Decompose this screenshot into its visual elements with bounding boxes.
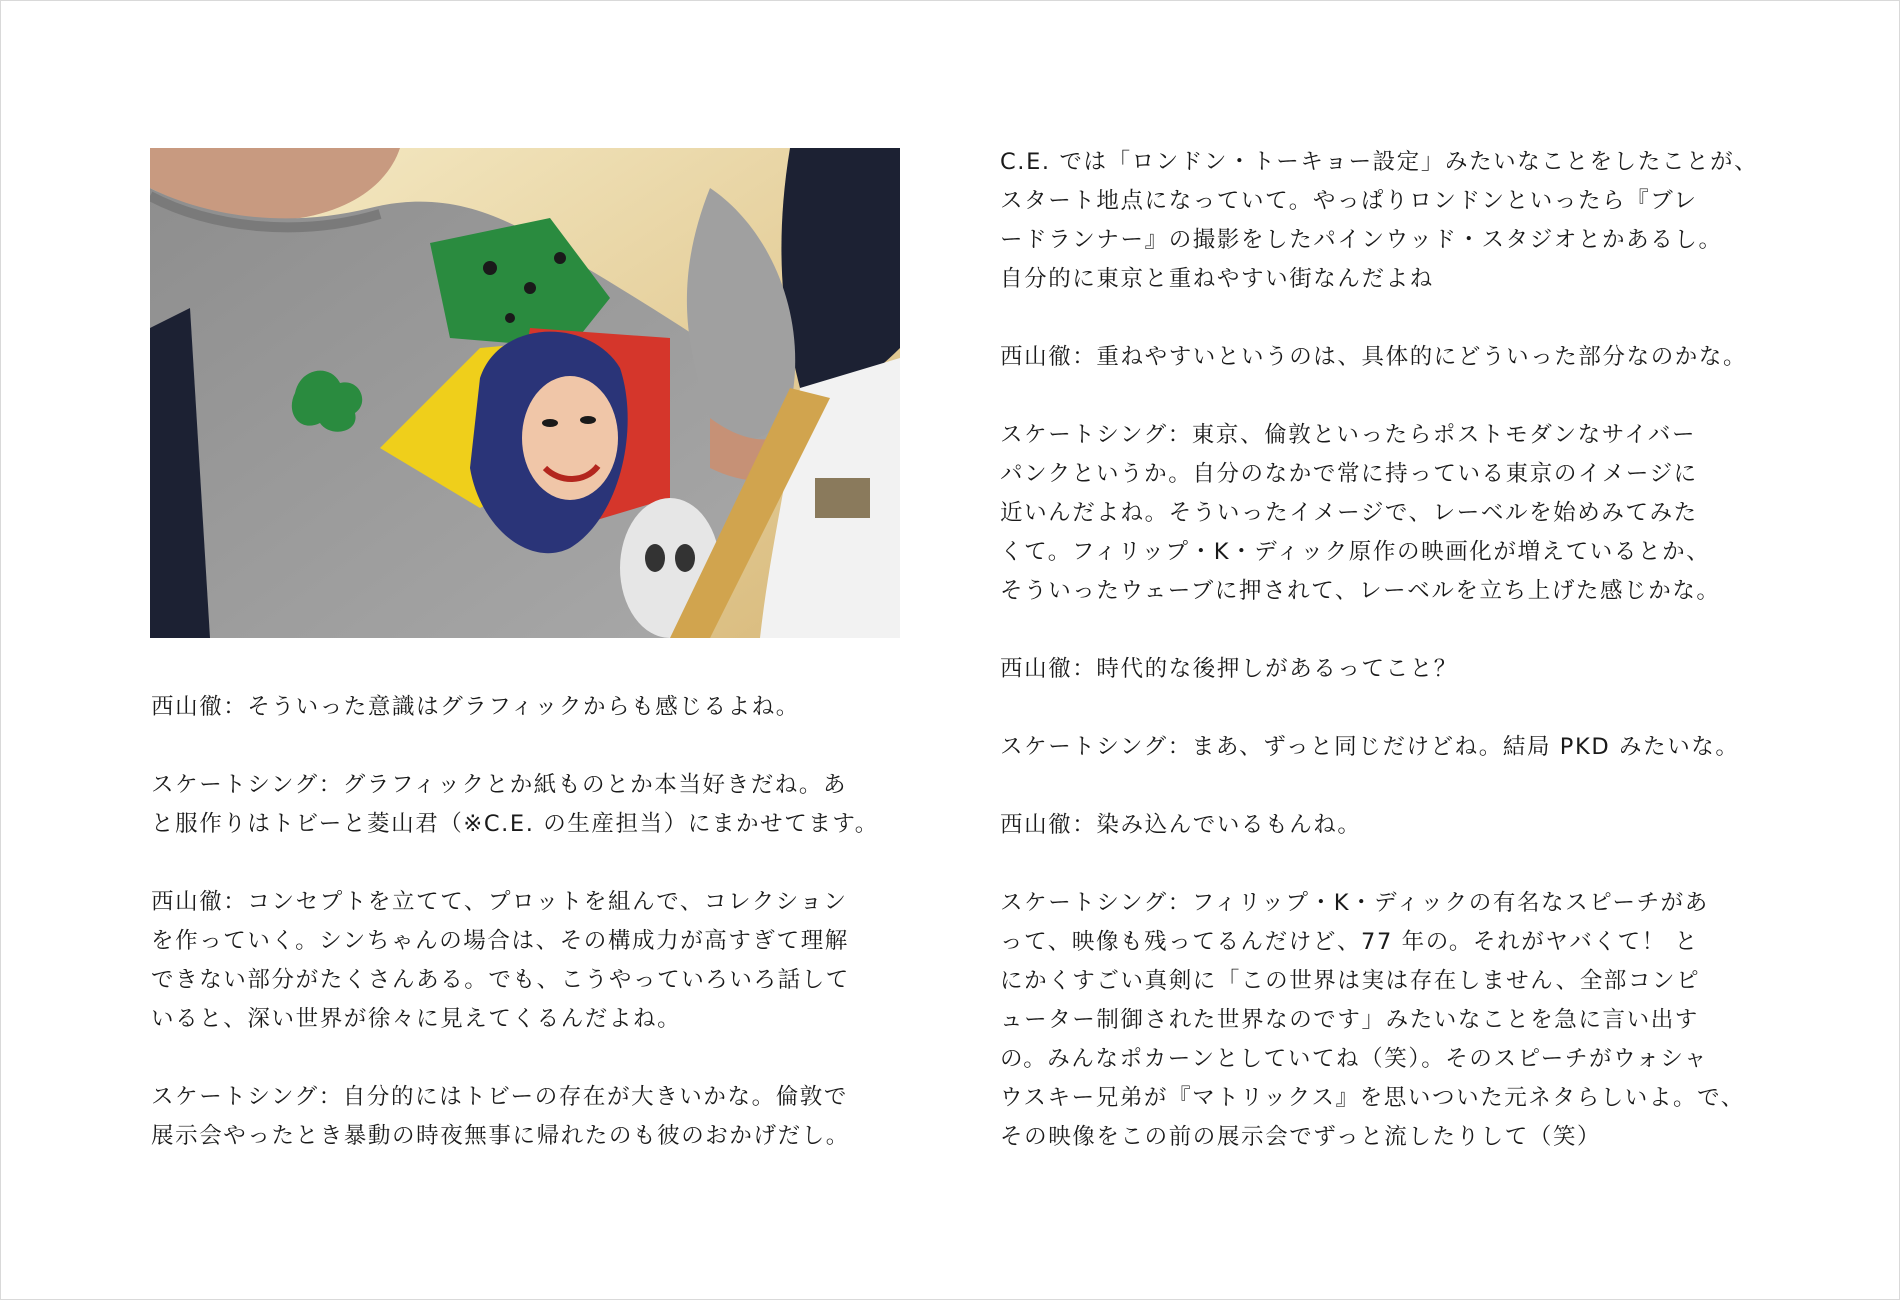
photo-illustration: [150, 148, 900, 638]
photo-dot: [524, 282, 536, 294]
photo-skull-eye: [675, 544, 695, 572]
photo: [150, 148, 900, 638]
interview-paragraph: スケートシング：グラフィックとか紙ものとか本当好きだね。あ と服作りはトビーと菱山君（※C.E. の生産担当）にまかせてます。: [151, 772, 879, 837]
photo-eye: [580, 416, 596, 424]
photo-eye: [542, 419, 558, 427]
right-text-column: [1000, 143, 1760, 1196]
interview-paragraph: スケートシング：まあ、ずっと同じだけどね。結局 PKD みたいな。: [1000, 734, 1740, 760]
photo-skull-eye: [645, 544, 665, 572]
photo-dot: [483, 261, 497, 275]
photo-dot: [554, 252, 566, 264]
interview-paragraph: 西山徹：そういった意識はグラフィックからも感じるよね。: [151, 694, 800, 720]
photo-sleeve-right: [781, 148, 900, 391]
interview-paragraph: C.E. では「ロンドン・トーキョー設定」みたいなことをしたことが、 スタート地点になっていて。やっぱりロンドンといったら『ブレ ードランナー』の撮影をしたパインウッド・スタジオとかあるし。 自分的に東京と重ねやすい街なんだよね: [1000, 149, 1759, 292]
interview-paragraph: 西山徹：時代的な後押しがあるってこと？: [1000, 656, 1458, 682]
photo-catalog-image: [815, 478, 870, 518]
left-text-column: [151, 688, 906, 1195]
interview-paragraph: スケートシング：東京、倫敦といったらポストモダンなサイバー パンクというか。自分のなかで常に持っている東京のイメージに 近いんだよね。そういったイメージで、レーベルを始めみてみた くて。フィリップ・K・ディック原作の映画化が増えているとか、 そういったウェーブに押されて、レーベルを立ち上げた感じかな。: [1000, 422, 1721, 604]
interview-paragraph: 西山徹：重ねやすいというのは、具体的にどういった部分なのかな。: [1000, 344, 1748, 370]
photo-dot: [505, 313, 515, 323]
interview-paragraph: 西山徹：染み込んでいるもんね。: [1000, 812, 1362, 838]
interview-paragraph: スケートシング：フィリップ・K・ディックの有名なスピーチがあ って、映像も残ってるんだけど、77 年の。それがヤバくて！ と にかくすごい真剣に「この世界は実は存在しません、全部コンピ ューター制御された世界なのです」みたいなことを急に言い出す の。みんなポカーンとしていてね（笑）。そのスピーチがウォシャ ウスキー兄弟が『マトリックス』を思いついた元ネタらしいよ。で、 その映像をこの前の展示会でずっと流したりして（笑）: [1000, 890, 1745, 1150]
interview-paragraph: スケートシング：自分的にはトビーの存在が大きいかな。倫敦で 展示会やったとき暴動の時夜無事に帰れたのも彼のおかげだし。: [151, 1084, 850, 1149]
interview-paragraph: 西山徹：コンセプトを立てて、プロットを組んで、コレクション を作っていく。シンちゃんの場合は、その構成力が高すぎて理解 できない部分がたくさんある。でも、こうやっていろいろ話して いると、深い世界が徐々に見えてくるんだよね。: [151, 889, 850, 1032]
